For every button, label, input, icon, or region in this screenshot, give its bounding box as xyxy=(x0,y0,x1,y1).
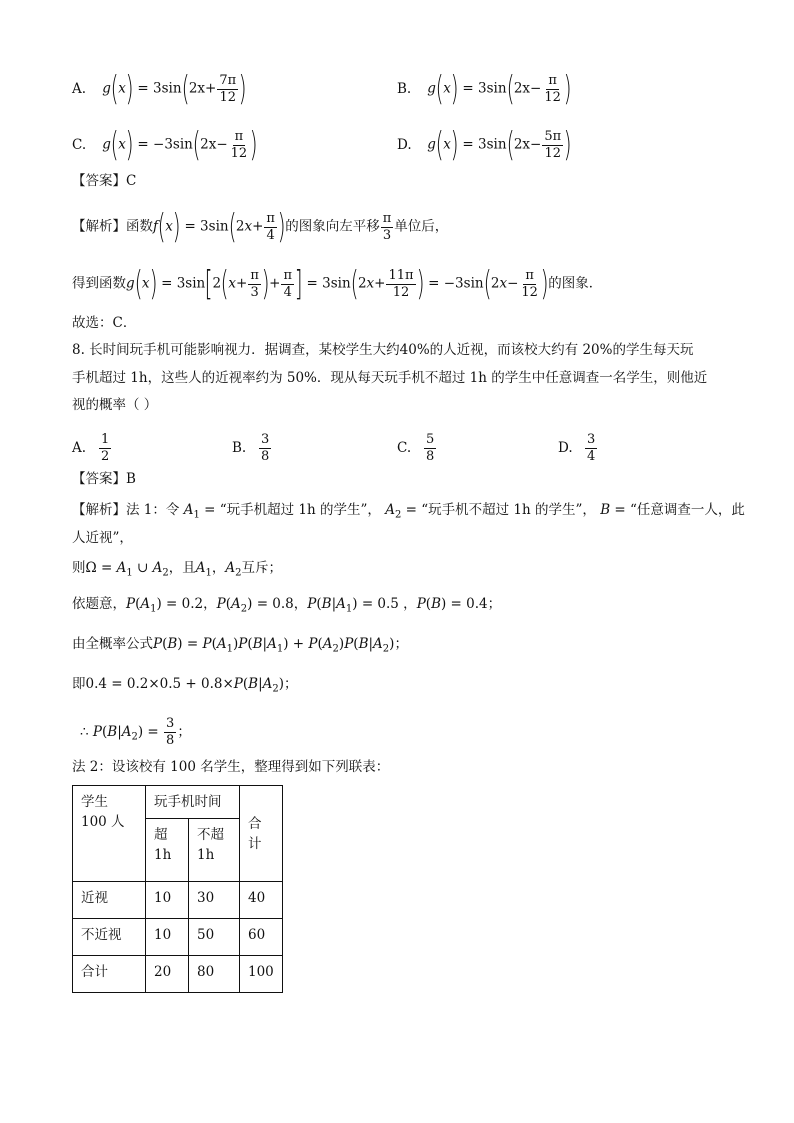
text: 【解析】法 1：令 xyxy=(72,502,180,518)
text: = “玩手机不超过 1h 的学生”， xyxy=(405,502,596,518)
option-label: D. xyxy=(397,136,412,153)
frac-den: 8 xyxy=(166,733,175,748)
frac-den: 12 xyxy=(230,145,248,161)
q8-stem-1: 8. 长时间玩手机可能影响视力．据调查，某校学生大约40%的人近视，而该校大约有 20%的学生每天玩 xyxy=(72,342,694,358)
text: 依题意， xyxy=(72,596,126,612)
frac-den: 8 xyxy=(261,449,270,464)
coef: −3sin xyxy=(153,136,193,153)
row-label: 不近视 xyxy=(73,919,146,956)
q8-stem-2: 手机超过 1h，这些人的近视率约为 50%．现从每天玩手机不超过 1h 的学生中任意调查一名学生，则他近 xyxy=(72,370,708,386)
text: ，且 xyxy=(168,560,196,576)
cell: 30 xyxy=(189,882,240,919)
cell: 10 xyxy=(146,919,189,956)
frac-den: 12 xyxy=(219,89,237,105)
cell: 80 xyxy=(189,956,240,993)
cell: 20 xyxy=(146,956,189,993)
option-label: A. xyxy=(72,440,87,456)
text: 互斥； xyxy=(241,560,282,576)
option-b: B. g(x) = 3sin(2x− $\frac{\pi}{12}$ ) xyxy=(397,69,572,109)
frac-num: 5π xyxy=(544,128,562,144)
table-subheader: 超 1h xyxy=(146,819,189,882)
coef: 3sin xyxy=(478,80,507,97)
frac-den: 8 xyxy=(426,449,435,464)
option-label: C. xyxy=(72,136,87,153)
q8-option-a xyxy=(72,432,112,465)
q8-answer: 【答案】B xyxy=(72,471,136,487)
option-c: C. g(x) = −3sin(2x− $\frac{\pi}{12}$ ) xyxy=(72,125,258,165)
coef: 3sin xyxy=(153,80,182,97)
frac-den: 2 xyxy=(101,449,110,464)
cell: 50 xyxy=(189,919,240,956)
inner: 2x− xyxy=(200,136,228,153)
frac-num: 5 xyxy=(426,432,435,447)
option-label: B. xyxy=(232,440,247,456)
inner: 2x− xyxy=(513,80,542,97)
text: 得到函数 xyxy=(72,275,126,292)
table-row xyxy=(73,882,283,919)
q7-answer: 【答案】C xyxy=(72,173,137,189)
q8-m2: 法 2：设该校有 100 名学生，整理得到如下列联表： xyxy=(72,759,390,775)
frac-den: 4 xyxy=(587,449,596,464)
q8-option-b xyxy=(232,432,272,465)
analysis-tag: 【解析】 xyxy=(72,218,126,235)
table-corner: 学生 100 人 xyxy=(73,786,146,882)
text: 由全概率公式 xyxy=(72,636,153,652)
option-label: A. xyxy=(72,80,87,97)
option-d: D. g(x) = 3sin(2x− $\frac{5\pi}{12}$ ) xyxy=(397,125,572,165)
frac-num: 7π xyxy=(219,72,237,88)
text: = “任意调查一人，此 xyxy=(614,502,745,518)
q8-m1-result: ∴ $P(B|A_2)$ = $\frac{3}{8}$ ； xyxy=(80,716,191,748)
fn-name: g xyxy=(427,136,436,153)
q8-m1-then: 即$0.4 = 0.2\times 0.5 + 0.8\times P(B|A_2)$； xyxy=(72,676,298,695)
text: = “玩手机超过 1h 的学生”， xyxy=(204,502,381,518)
q8-m1-line3: 则$\Omega = A_1$ ∪ $A_2$，且$A_1$，$A_2$互斥； xyxy=(72,560,282,579)
fn-name: g xyxy=(102,136,111,153)
inner: 2x− xyxy=(513,136,542,153)
text: 即0.4 = 0.2×0.5 + 0.8× xyxy=(72,676,234,692)
option-label: D. xyxy=(558,440,573,456)
frac-num: 1 xyxy=(101,432,110,447)
text: 的图象向左平移 xyxy=(285,218,380,235)
row-label: 合计 xyxy=(73,956,146,993)
q8-option-c xyxy=(397,432,437,465)
q8-m1-total: 由全概率公式$P(B) = P(A_1)P(B|A_1) + P(A_2)P(B|A_2)$； xyxy=(72,636,408,655)
row-label: 近视 xyxy=(73,882,146,919)
q8-m1-line1: 【解析】法 1：令 $A_1$ = “玩手机超过 1h 的学生”， $A_2$ = “玩手机不超过 1h 的学生”， B = “任意调查一人，此 xyxy=(72,502,745,521)
option-label: B. xyxy=(397,80,412,97)
option-label: C. xyxy=(397,440,412,456)
q8-m1-given: 依题意，$P(A_1) = 0.2$，$P(A_2) = 0.8$，$P(B|A_1) = 0.5$ ，P(B) = 0.4； xyxy=(72,596,502,615)
q8-option-d xyxy=(558,432,598,465)
text: 函数 xyxy=(126,218,153,235)
table-row xyxy=(73,956,283,993)
table-row xyxy=(73,919,283,956)
q7-choice: 故选：C． xyxy=(72,315,137,331)
contingency-table xyxy=(72,785,283,993)
text: 的图象． xyxy=(548,275,603,292)
shift-num: π xyxy=(382,210,392,226)
q7-analysis-line2: 得到函数g(x) = 3sin[2(x+ $\frac{\pi}{3}$ )+ $\frac{\pi}{4}$ ] = 3sin(2x+ $\frac{11\pi}{12}$ ) = −3sin(2x− $\frac{\pi}{12}$ )的图象． xyxy=(72,264,603,304)
fn-name: g xyxy=(102,80,111,97)
therefore: ∴ xyxy=(80,724,89,740)
cell: 40 xyxy=(240,882,283,919)
frac-num: 3 xyxy=(166,716,175,731)
frac-num: π xyxy=(234,128,244,144)
table-group-header: 玩手机时间 xyxy=(146,786,240,819)
fn-name: g xyxy=(427,80,436,97)
q7-analysis-line1: 【解析】函数f(x) = 3sin(2x+ $\frac{\pi}{4}$ )的图象向左平移 $\frac{\pi}{3}$ 单位后， xyxy=(72,207,449,247)
cell: 60 xyxy=(240,919,283,956)
coef: 3sin xyxy=(478,136,507,153)
table-total-header: 合计 xyxy=(240,786,283,882)
cell: 10 xyxy=(146,882,189,919)
frac-num: 3 xyxy=(587,432,596,447)
frac-den: 12 xyxy=(544,89,561,105)
frac-num: 3 xyxy=(261,432,270,447)
q8-stem-3: 视的概率（ ） xyxy=(72,397,158,413)
table-subheader: 不超 1h xyxy=(189,819,240,882)
q8-m1-line2: 人近视”， xyxy=(72,530,133,546)
frac-den: 12 xyxy=(544,145,562,161)
inner: 2x+ xyxy=(188,80,217,97)
shift-den: 3 xyxy=(382,227,392,243)
option-a: A. g(x) = 3sin(2x+ $\frac{7\pi}{12}$ ) xyxy=(72,69,247,109)
text: 单位后， xyxy=(394,218,449,235)
cell: 100 xyxy=(240,956,283,993)
text: 则Ω = xyxy=(72,560,113,576)
frac-num: π xyxy=(548,72,557,88)
